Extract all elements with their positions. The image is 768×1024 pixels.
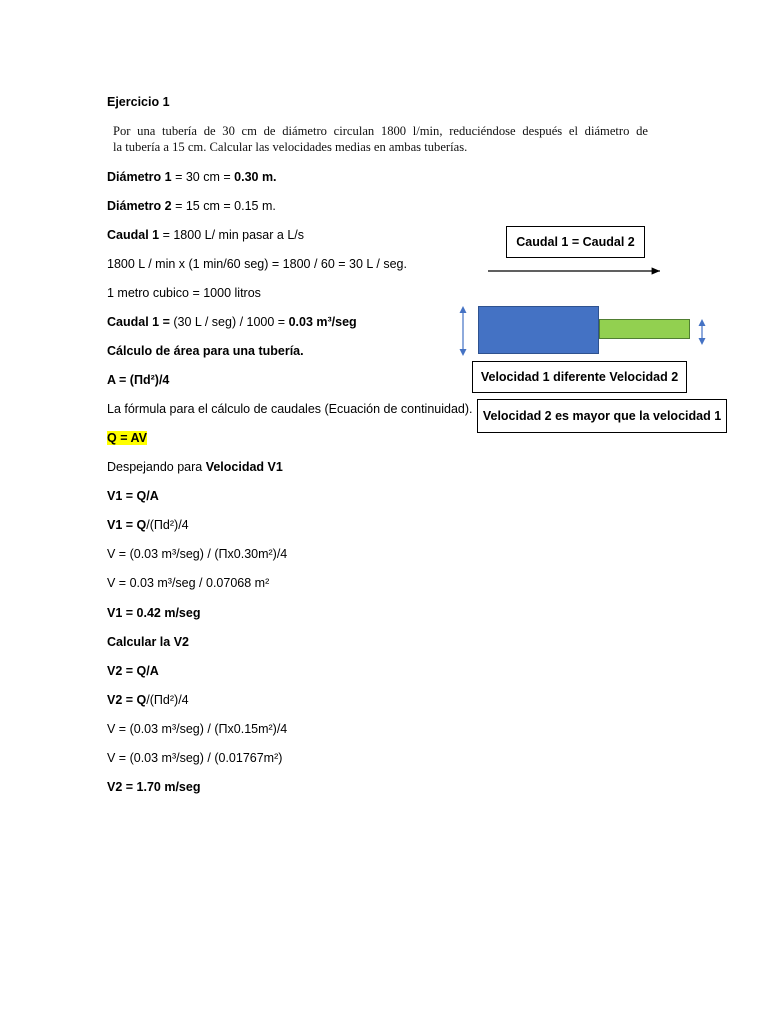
v2-division-line: V = (0.03 m³/seg) / (0.01767m²) [107,751,283,765]
exercise-title: Ejercicio 1 [107,95,170,109]
despejando-prefix: Despejando para [107,460,206,474]
area-heading: Cálculo de área para una tubería. [107,344,304,358]
continuity-line: La fórmula para el cálculo de caudales (Ecuación de continuidad). [107,402,473,416]
diameter-1-eq: = 30 cm = [171,170,235,184]
v1-division-line: V = 0.03 m³/seg / 0.07068 m² [107,576,270,590]
velocity-different-box: Velocidad 1 diferente Velocidad 2 [472,361,687,393]
caudal-equal-box: Caudal 1 = Caudal 2 [506,226,645,258]
conversion-line: 1800 L / min x (1 min/60 seg) = 1800 / 60 = 30 L / seg. [107,257,407,271]
diameter-2-label: Diámetro 2 [107,199,172,213]
cubic-meter-line: 1 metro cubico = 1000 litros [107,286,261,300]
caudal-1b-mid: (30 L / seg) / 1000 = [169,315,289,329]
statement-line-2: la tubería a 15 cm. Calcular las velocidades medias en ambas tuberías. [113,139,468,154]
calc-v2-heading: Calcular la V2 [107,635,189,649]
v2-formula-rest: /(Πd²)/4 [146,693,189,707]
v2-result-line: V2 = 1.70 m/seg [107,780,201,794]
q-av-highlight: Q = AV [107,431,147,445]
despejando-bold: Velocidad V1 [205,460,283,474]
caudal-1-label: Caudal 1 [107,228,160,242]
v1-formula-bold: V1 = Q [107,518,147,532]
diameter-2-rest: = 15 cm = 0.15 m. [171,199,276,213]
caudal-1-rest: = 1800 L/ min pasar a L/s [159,228,304,242]
v1-result-line: V1 = 0.42 m/seg [107,606,201,620]
pipe-small-section [599,319,690,339]
area-formula: A = (Πd²)/4 [107,373,170,387]
v1-qa-line: V1 = Q/A [107,489,159,503]
diameter-1-label: Diámetro 1 [107,170,172,184]
velocity-greater-box: Velocidad 2 es mayor que la velocidad 1 [477,399,727,433]
v2-substitution-line: V = (0.03 m³/seg) / (Πx0.15m²)/4 [107,722,288,736]
statement-line-1: Por una tubería de 30 cm de diámetro circulan 1800 l/min, reduciéndose después el diámetro de [113,124,648,138]
v2-qa-line: V2 = Q/A [107,664,159,678]
pipe-large-section [478,306,599,354]
caudal-1b-result: 0.03 m³/seg [288,315,357,329]
diameter-1-result: 0.30 m. [234,170,277,184]
v1-substitution-line: V = (0.03 m³/seg) / (Πx0.30m²)/4 [107,547,288,561]
v2-formula-bold: V2 = Q [107,693,147,707]
v1-formula-rest: /(Πd²)/4 [146,518,189,532]
caudal-1b-label: Caudal 1 = [107,315,170,329]
